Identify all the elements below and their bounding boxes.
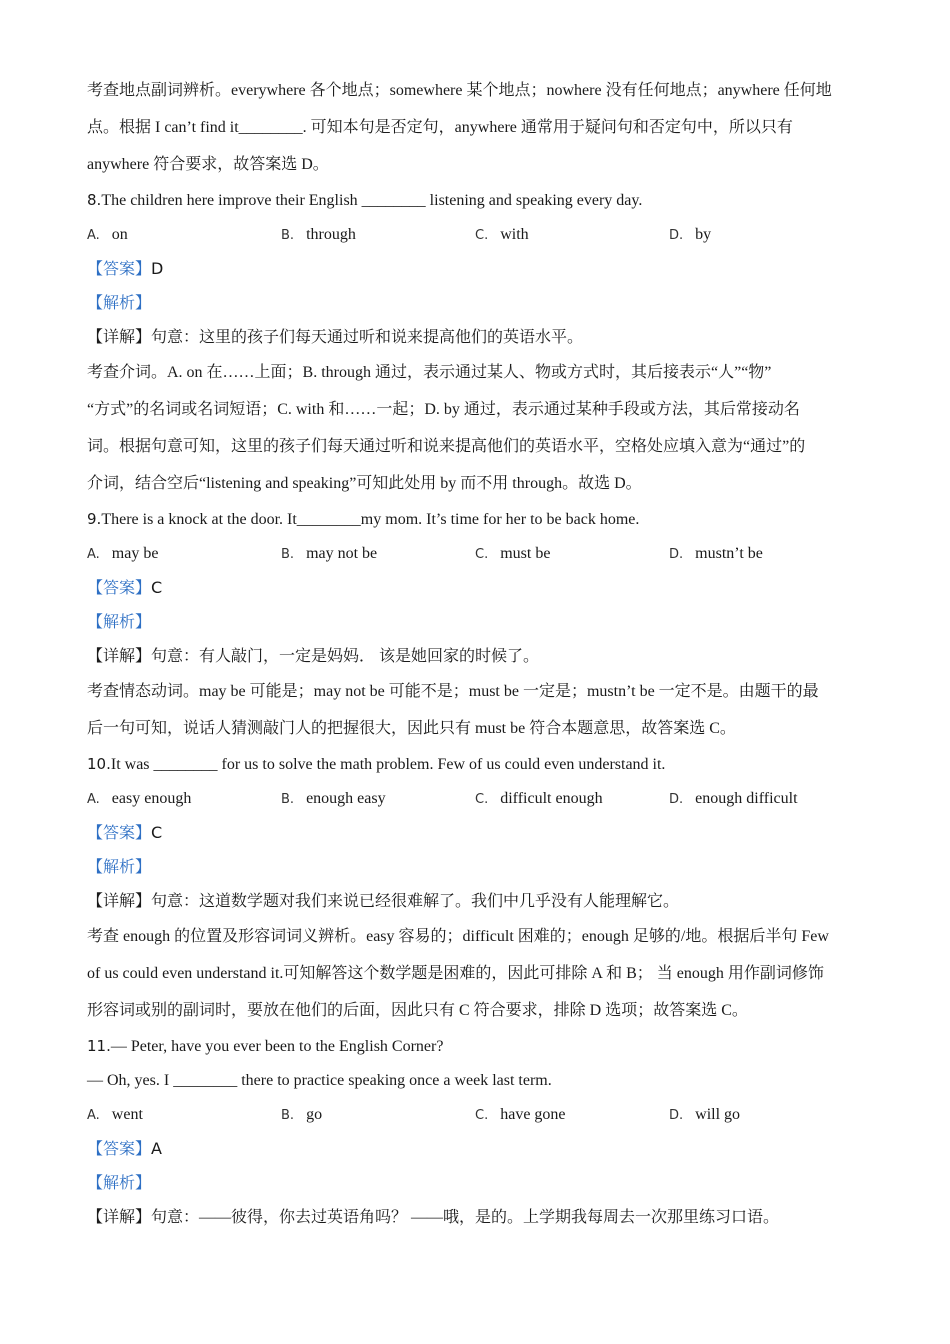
document-page <box>87 72 863 1234</box>
option-text: have gone <box>500 1106 566 1123</box>
answer-label: 【答案】 <box>87 1141 152 1158</box>
question-text: The children here improve their English ________ listening and speaking every day. <box>101 192 643 209</box>
question-stem <box>87 183 863 218</box>
detail-text: 句意：有人敲门，一定是妈妈． 该是她回家的时候了。 <box>151 648 540 665</box>
option-text: may not be <box>306 545 378 562</box>
question-text: It was ________ for us to solve the math problem. Few of us could even understand it. <box>110 756 666 773</box>
detail-line <box>87 640 863 673</box>
question-list <box>87 183 863 1234</box>
explanation-line: 后一句可知，说话人猜测敲门人的把握很大，因此只有 must be 符合本题意思，故答案选 C。 <box>87 720 736 737</box>
answer-value: D <box>151 259 164 278</box>
option-item <box>669 537 863 571</box>
explanation-line: 介词，结合空后“listening and speaking”可知此处用 by 而不用 through。故选 D。 <box>87 475 642 492</box>
analysis-label: 【解析】 <box>87 614 152 631</box>
option-letter: C. <box>475 228 489 243</box>
explanation-line: “方式”的名词或名词短语；C. with 和……一起；D. by 通过，表示通过某种手段或方法，其后常接动名 <box>87 401 800 418</box>
question-number: 11. <box>87 1037 111 1055</box>
option-letter: A. <box>87 1108 100 1123</box>
analysis-label: 【解析】 <box>87 295 152 312</box>
option-item <box>281 218 475 252</box>
question-text: There is a knock at the door. It________my mom. It’s time for her to be back home. <box>101 511 640 528</box>
text-line: anywhere 符合要求，故答案选 D。 <box>87 156 329 173</box>
option-row <box>87 537 863 571</box>
detail-text: 句意：——彼得，你去过英语角吗？ ——哦，是的。上学期我每周去一次那里练习口语。 <box>151 1209 780 1226</box>
intro-explanation <box>87 72 863 183</box>
explanation-line: of us could even understand it.可知解答这个数学题是困难的，因此可排除 A 和 B； 当 enough 用作副词修饰 <box>87 965 824 982</box>
option-letter: B. <box>281 1108 295 1123</box>
option-text: will go <box>695 1106 741 1123</box>
question-stem <box>87 1029 863 1064</box>
text-line: 考查地点副词辨析。everywhere 各个地点；somewhere 某个地点；nowhere 没有任何地点；anywhere 任何地 <box>87 82 832 99</box>
explanation-line: 词。根据句意可知，这里的孩子们每天通过听和说来提高他们的英语水平，空格处应填入意为“通过”的 <box>87 438 806 455</box>
question-number: 9. <box>87 510 102 528</box>
answer-label: 【答案】 <box>87 825 152 842</box>
answer-value: C <box>151 823 163 842</box>
option-item <box>669 1098 863 1132</box>
option-item <box>475 782 669 816</box>
option-item <box>87 1098 281 1132</box>
answer-label: 【答案】 <box>87 580 152 597</box>
option-item <box>87 218 281 252</box>
option-text: went <box>111 1106 143 1123</box>
question-stem <box>87 502 863 537</box>
option-letter: A. <box>87 228 100 243</box>
detail-label: 【详解】 <box>87 893 152 910</box>
question-block <box>87 1029 863 1234</box>
option-letter: D. <box>669 792 684 807</box>
option-item <box>475 537 669 571</box>
question-stem <box>87 747 863 782</box>
option-letter: A. <box>87 792 100 807</box>
explanation-line: 考查 enough 的位置及形容词词义辨析。easy 容易的；difficult 困难的；enough 足够的/地。根据后半句 Few <box>87 928 829 945</box>
option-text: enough difficult <box>695 790 798 807</box>
option-row <box>87 782 863 816</box>
option-letter: C. <box>475 1108 489 1123</box>
question-stem <box>87 1064 863 1098</box>
option-text: easy enough <box>111 790 192 807</box>
detail-text: 句意：这里的孩子们每天通过听和说来提高他们的英语水平。 <box>151 329 584 346</box>
option-letter: D. <box>669 1108 684 1123</box>
option-text: mustn’t be <box>695 545 763 562</box>
question-block <box>87 183 863 502</box>
answer-line <box>87 1132 863 1167</box>
option-text: through <box>306 226 356 243</box>
option-text: go <box>306 1106 323 1123</box>
option-item <box>87 537 281 571</box>
option-text: by <box>695 226 712 243</box>
text-line: 点。根据 I can’t find it________. 可知本句是否定句，anywhere 通常用于疑问句和否定句中，所以只有 <box>87 119 793 136</box>
option-letter: C. <box>475 792 489 807</box>
answer-line <box>87 816 863 851</box>
detail-line <box>87 885 863 918</box>
question-number: 10. <box>87 755 111 773</box>
option-letter: B. <box>281 792 295 807</box>
option-row <box>87 218 863 252</box>
option-text: with <box>500 226 529 243</box>
question-text: — Oh, yes. I ________ there to practice speaking once a week last term. <box>87 1072 552 1089</box>
answer-line <box>87 571 863 606</box>
option-text: difficult enough <box>500 790 603 807</box>
option-letter: B. <box>281 228 295 243</box>
option-letter: C. <box>475 547 489 562</box>
option-item <box>87 782 281 816</box>
option-item <box>281 1098 475 1132</box>
option-text: may be <box>111 545 159 562</box>
detail-line <box>87 321 863 354</box>
explanation-line: 形容词或别的副词时，要放在他们的后面，因此只有 C 符合要求，排除 D 选项；故答案选 C。 <box>87 1002 748 1019</box>
detail-label: 【详解】 <box>87 648 152 665</box>
question-number: 8. <box>87 191 102 209</box>
analysis-label: 【解析】 <box>87 859 152 876</box>
analysis-label: 【解析】 <box>87 1175 152 1192</box>
option-item <box>475 1098 669 1132</box>
option-letter: B. <box>281 547 295 562</box>
option-row <box>87 1098 863 1132</box>
option-text: on <box>111 226 128 243</box>
option-item <box>281 537 475 571</box>
question-block <box>87 502 863 747</box>
detail-label: 【详解】 <box>87 1209 152 1226</box>
answer-line <box>87 252 863 287</box>
option-text: enough easy <box>306 790 386 807</box>
option-letter: D. <box>669 547 684 562</box>
detail-text: 句意：这道数学题对我们来说已经很难解了。我们中几乎没有人能理解它。 <box>151 893 680 910</box>
question-block <box>87 747 863 1029</box>
explanation-line: 考查情态动词。may be 可能是；may not be 可能不是；must be 一定是；mustn’t be 一定不是。由题干的最 <box>87 683 819 700</box>
option-letter: A. <box>87 547 100 562</box>
answer-label: 【答案】 <box>87 261 152 278</box>
option-text: must be <box>500 545 551 562</box>
option-item <box>669 218 863 252</box>
answer-value: A <box>151 1139 162 1158</box>
detail-line <box>87 1201 863 1234</box>
option-letter: D. <box>669 228 684 243</box>
detail-label: 【详解】 <box>87 329 152 346</box>
option-item <box>475 218 669 252</box>
option-item <box>669 782 863 816</box>
answer-value: C <box>151 578 163 597</box>
explanation-line: 考查介词。A. on 在……上面；B. through 通过，表示通过某人、物或方式时，其后接表示“人”“物” <box>87 364 772 381</box>
option-item <box>281 782 475 816</box>
question-text: — Peter, have you ever been to the English Corner? <box>110 1038 444 1055</box>
